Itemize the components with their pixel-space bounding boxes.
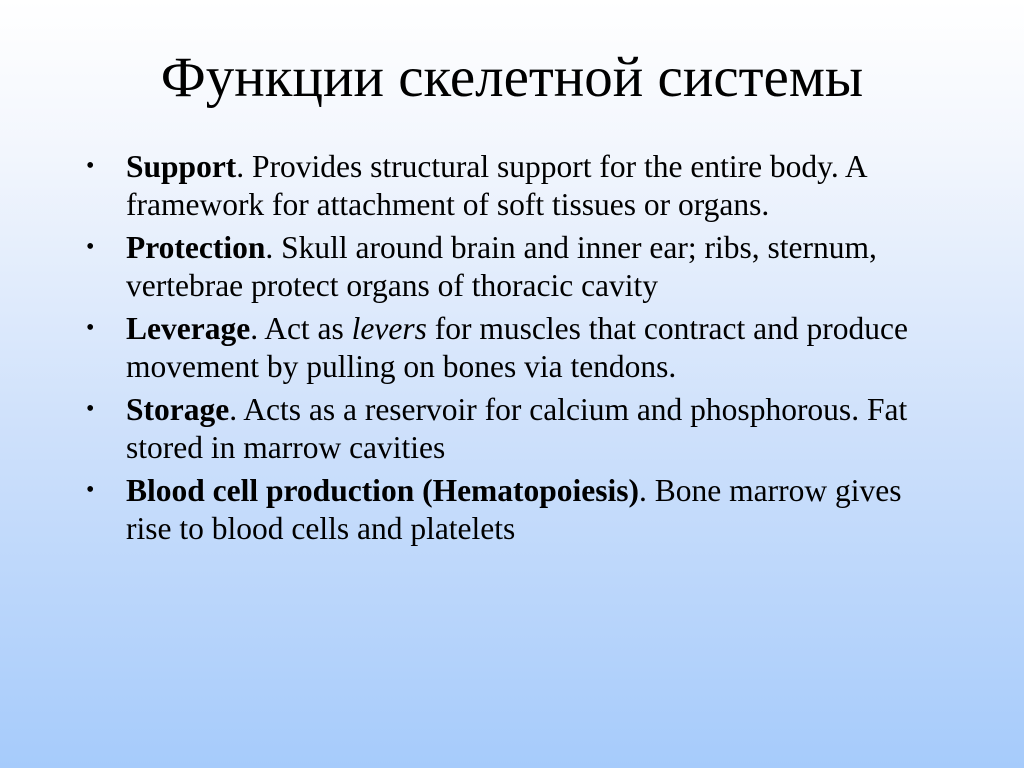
bullet-list — [82, 148, 942, 553]
bullet-text: . Bone marrow gives rise to blood cells and platelets — [126, 473, 902, 546]
bullet-dot-icon: • — [86, 153, 95, 179]
bullet-heading: Storage — [126, 392, 230, 427]
bullet-text: . Act as — [250, 311, 352, 346]
bullet-heading: Blood cell production (Hematopoiesis) — [126, 473, 640, 508]
bullet-heading: Leverage — [126, 311, 251, 346]
bullet-dot-icon: • — [86, 315, 95, 341]
bullet-heading: Protection — [126, 230, 266, 265]
bullet-text: . Skull around brain and inner ear; ribs, sternum, vertebrae protect organs of thoracic cavity — [126, 230, 877, 303]
bullet-text: for muscles that contract and produce movement by pulling on bones via tendons. — [126, 311, 908, 384]
bullet-dot-icon: • — [86, 477, 95, 503]
bullet-text: . Acts as a reservoir for calcium and phosphorous. Fat stored in marrow cavities — [126, 392, 908, 465]
bullet-dot-icon: • — [86, 234, 95, 260]
bullet-dot-icon: • — [86, 396, 95, 422]
bullet-support — [82, 148, 942, 223]
bullet-storage — [82, 391, 942, 466]
bullet-text: . Provides structural support for the entire body. A framework for attachment of soft tissues or organs. — [126, 149, 866, 222]
bullet-heading: Support — [126, 149, 237, 184]
bullet-text-italic: levers — [351, 311, 427, 346]
bullet-leverage — [82, 310, 942, 385]
bullet-blood-cell-production — [82, 472, 942, 547]
slide-title: Функции скелетной системы — [160, 46, 864, 109]
bullet-protection — [82, 229, 942, 304]
